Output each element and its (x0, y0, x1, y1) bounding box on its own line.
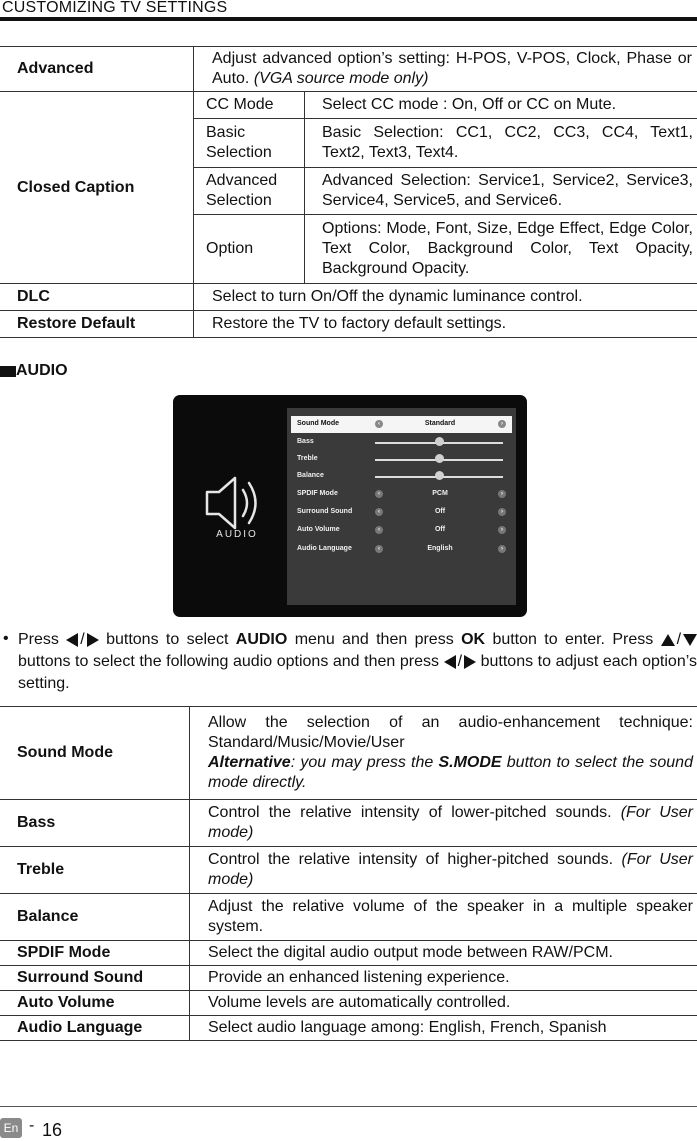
arrow-right-icon[interactable]: › (498, 420, 506, 428)
language-badge: En (0, 1118, 22, 1138)
row-label: Auto Volume (0, 991, 190, 1016)
right-arrow-icon (464, 655, 476, 669)
menu-item-label: Auto Volume (297, 526, 340, 533)
alternative-text: button to select the sound mode directly. (208, 754, 693, 791)
audio-menu-name: AUDIO (235, 631, 288, 648)
row-label: Treble (0, 847, 190, 894)
section-heading: CUSTOMIZING TV SETTINGS (2, 0, 228, 16)
row-label: Bass (0, 800, 190, 847)
table-row (0, 92, 697, 119)
row-description: Volume levels are automatically controlled. (190, 991, 697, 1016)
description-text: Allow the selection of an audio-enhancement technique: Standard/Music/Movie/User (208, 714, 693, 751)
arrow-left-icon[interactable]: ‹ (375, 490, 383, 498)
arrow-right-icon[interactable]: › (498, 508, 506, 516)
left-arrow-icon (66, 633, 78, 647)
sub-label: Basic Selection (194, 119, 305, 168)
audio-icon-label: AUDIO (216, 529, 258, 540)
menu-item-value: English (427, 545, 453, 552)
menu-item-value: Off (434, 526, 446, 533)
sub-label: Advanced Selection (194, 168, 305, 215)
sub-description: Advanced Selection: Service1, Service2, Service3, Service4, Service5, and Service6. (305, 168, 697, 215)
table-row (0, 284, 697, 311)
slider-knob[interactable] (435, 471, 444, 480)
table-row (0, 47, 697, 92)
note-text: (For User mode) (208, 851, 693, 888)
row-label: SPDIF Mode (0, 941, 190, 966)
speaker-icon (203, 470, 273, 536)
row-label: Advanced (0, 47, 194, 92)
menu-item-bass[interactable] (291, 434, 512, 451)
instruction-text: menu and then press (294, 631, 454, 648)
row-label: DLC (0, 284, 194, 311)
arrow-right-icon[interactable]: › (498, 526, 506, 534)
menu-item-sound-mode[interactable] (291, 416, 512, 433)
instruction-paragraph (18, 629, 697, 695)
row-label: Sound Mode (0, 707, 190, 800)
alternative-text: : you may press the (290, 754, 434, 771)
instruction-text: Press (18, 631, 59, 648)
menu-item-label: Sound Mode (297, 420, 339, 427)
table-row (0, 991, 697, 1016)
row-description: Restore the TV to factory default settings. (194, 311, 697, 338)
table-row (0, 1016, 697, 1041)
instruction-text: buttons to select the following audio options and then press (18, 653, 439, 670)
row-description: Select audio language among: English, French, Spanish (190, 1016, 697, 1041)
row-label: Audio Language (0, 1016, 190, 1041)
row-description (194, 47, 697, 92)
menu-item-label: SPDIF Mode (297, 490, 338, 497)
table-row (0, 800, 697, 847)
menu-item-label: Treble (297, 455, 318, 462)
menu-item-label: Surround Sound (297, 508, 353, 515)
table-row (0, 966, 697, 991)
menu-item-spdif-mode[interactable] (291, 486, 512, 503)
row-label: Surround Sound (0, 966, 190, 991)
arrow-left-icon[interactable]: ‹ (375, 508, 383, 516)
note-text: (For User mode) (208, 804, 693, 841)
row-label: Balance (0, 894, 190, 941)
arrow-right-icon[interactable]: › (498, 490, 506, 498)
row-description: Provide an enhanced listening experience. (190, 966, 697, 991)
slash-text: / (457, 653, 463, 670)
arrow-left-icon[interactable]: ‹ (375, 526, 383, 534)
page-header (0, 0, 697, 22)
menu-item-balance[interactable] (291, 468, 512, 485)
menu-item-value: Off (434, 508, 446, 515)
row-label: Closed Caption (0, 92, 194, 284)
sub-label: CC Mode (194, 92, 305, 119)
ok-button-name: OK (461, 631, 486, 648)
description-text: Control the relative intensity of lower-pitched sounds. (208, 804, 612, 821)
description-text: Control the relative intensity of higher-pitched sounds. (208, 851, 614, 868)
audio-menu-panel (287, 408, 516, 605)
menu-item-label: Bass (297, 438, 314, 445)
down-arrow-icon (683, 634, 697, 646)
description-text: Adjust advanced option’s setting: H-POS, V-POS, Clock, Phase or Auto. (212, 50, 692, 87)
row-description (190, 800, 697, 847)
arrow-right-icon[interactable]: › (498, 545, 506, 553)
arrow-left-icon[interactable]: ‹ (375, 545, 383, 553)
tv-screen-illustration (173, 395, 527, 617)
audio-section-title: AUDIO (16, 362, 68, 379)
page-number: 16 (42, 1120, 63, 1140)
table-row (0, 311, 697, 338)
instruction-text: buttons to select (106, 631, 229, 648)
slider-knob[interactable] (435, 454, 444, 463)
settings-table (0, 46, 697, 338)
menu-item-value: Standard (424, 420, 456, 427)
table-row (0, 941, 697, 966)
row-description (190, 847, 697, 894)
left-arrow-icon (444, 655, 456, 669)
bullet-icon: • (3, 630, 9, 647)
page-dash: - (29, 1117, 35, 1134)
menu-item-treble[interactable] (291, 451, 512, 468)
arrow-left-icon[interactable]: ‹ (375, 420, 383, 428)
square-bullet-icon (0, 366, 16, 377)
row-label: Restore Default (0, 311, 194, 338)
header-rule (0, 17, 697, 21)
table-row (0, 707, 697, 800)
sub-description: Select CC mode : On, Off or CC on Mute. (305, 92, 697, 119)
note-text: (VGA source mode only) (253, 70, 429, 87)
menu-item-auto-volume[interactable] (291, 522, 512, 539)
sub-label: Option (194, 215, 305, 284)
row-description (190, 707, 697, 800)
row-description: Adjust the relative volume of the speaker in a multiple speaker system. (190, 894, 697, 941)
right-arrow-icon (87, 633, 99, 647)
alternative-label: Alternative (208, 754, 291, 771)
menu-item-label: Audio Language (297, 545, 352, 552)
sub-description: Basic Selection: CC1, CC2, CC3, CC4, Text1, Text2, Text3, Text4. (305, 119, 697, 168)
table-row (0, 847, 697, 894)
instruction-text: button to enter. Press (492, 631, 654, 648)
menu-item-audio-language[interactable] (291, 541, 512, 558)
audio-options-table (0, 706, 697, 1041)
sub-description: Options: Mode, Font, Size, Edge Effect, Edge Color, Text Color, Background Color, Text Opacity, Background Opacity. (305, 215, 697, 284)
menu-item-surround-sound[interactable] (291, 504, 512, 521)
row-description: Select to turn On/Off the dynamic luminance control. (194, 284, 697, 311)
menu-item-value: PCM (432, 490, 448, 497)
up-arrow-icon (661, 634, 675, 646)
slash-text: / (676, 631, 682, 648)
footer-rule (0, 1106, 697, 1107)
slash-text: / (80, 631, 85, 648)
table-row (0, 894, 697, 941)
menu-item-label: Balance (297, 472, 324, 479)
row-description: Select the digital audio output mode between RAW/PCM. (190, 941, 697, 966)
smode-button-name: S.MODE (438, 754, 502, 771)
instruction-text: buttons to adjust each option’s setting. (18, 653, 697, 692)
slider-knob[interactable] (435, 437, 444, 446)
